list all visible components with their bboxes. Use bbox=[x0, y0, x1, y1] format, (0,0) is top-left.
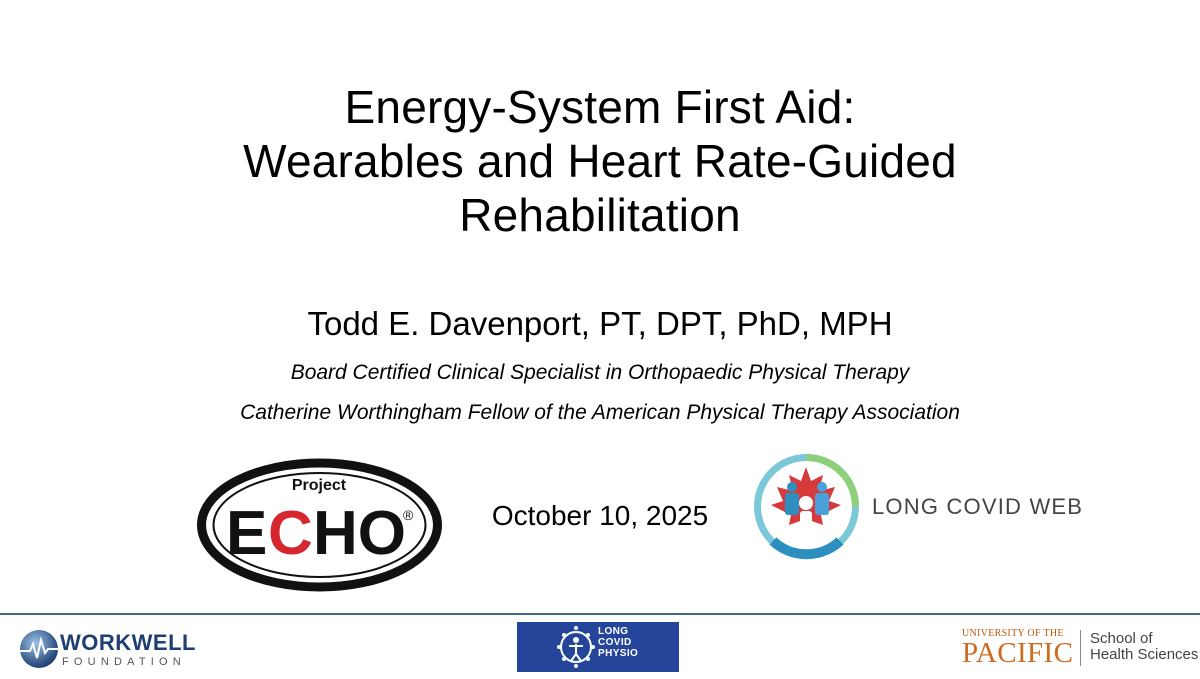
long-covid-physio-icon bbox=[556, 624, 596, 670]
workwell-globe-icon bbox=[18, 628, 60, 670]
long-covid-web-label: LONG COVID WEB bbox=[872, 494, 1084, 519]
echo-letter-e: E bbox=[226, 499, 268, 568]
presentation-date: October 10, 2025 bbox=[491, 500, 709, 531]
school-line-1: School of bbox=[1090, 630, 1153, 647]
credential-2: Catherine Worthingham Fellow of the American Physical Therapy Association bbox=[240, 401, 960, 424]
physio-line-1: LONG bbox=[598, 626, 629, 637]
title-line-3: Rehabilitation bbox=[459, 189, 741, 241]
long-covid-web-logo-icon bbox=[753, 453, 860, 560]
footer-divider bbox=[0, 613, 1200, 615]
long-covid-physio-label bbox=[598, 626, 638, 659]
workwell-name: WORKWELL bbox=[60, 630, 196, 655]
pacific-university-label: UNIVERSITY OF THE bbox=[962, 628, 1064, 639]
workwell-subtitle: FOUNDATION bbox=[62, 656, 186, 668]
pacific-school-label bbox=[1090, 631, 1198, 663]
pacific-name: PACIFIC bbox=[962, 637, 1074, 669]
physio-line-2: COVID bbox=[598, 637, 632, 648]
credential-1: Board Certified Clinical Specialist in Orthopaedic Physical Therapy bbox=[290, 361, 910, 384]
echo-project-label: Project bbox=[291, 477, 347, 494]
school-line-2: Health Sciences bbox=[1090, 646, 1199, 663]
registered-mark: ® bbox=[403, 507, 414, 523]
echo-letter-c: C bbox=[268, 499, 313, 568]
project-echo-logo bbox=[196, 458, 443, 592]
presenter-name: Todd E. Davenport, PT, DPT, PhD, MPH bbox=[307, 305, 893, 342]
slide-title bbox=[0, 80, 1200, 242]
physio-line-3: PHYSIO bbox=[598, 648, 639, 659]
pacific-divider bbox=[1080, 630, 1081, 666]
echo-letters-ho: HO bbox=[313, 499, 406, 568]
title-line-1: Energy-System First Aid: bbox=[344, 81, 856, 133]
title-line-2: Wearables and Heart Rate-Guided bbox=[243, 135, 957, 187]
